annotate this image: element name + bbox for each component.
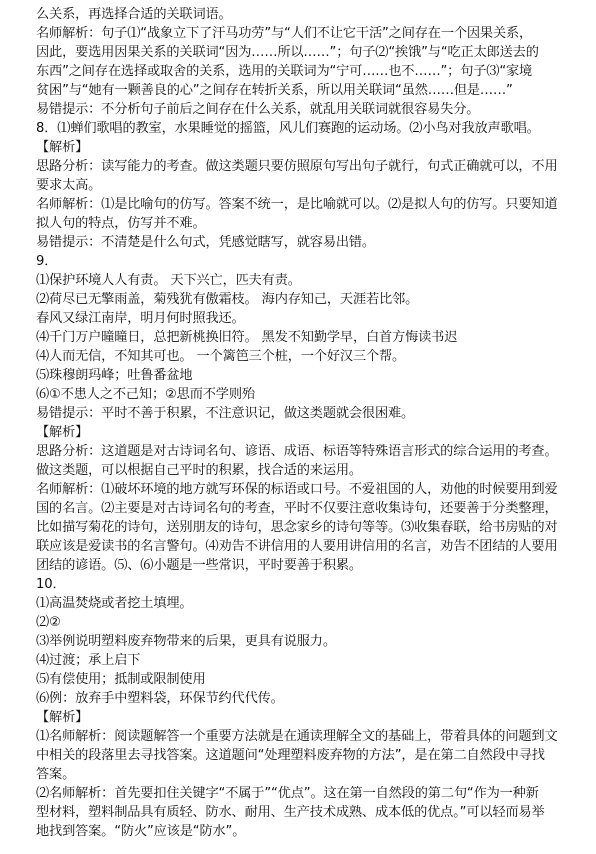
text-line: 拟人句的特点，仿写并不难。 [36, 216, 206, 231]
text-line: ⑴高温焚烧或者挖土填埋。 [36, 596, 193, 611]
text-line: ⑸有偿使用；抵制或限制使用 [36, 672, 206, 687]
text-line: 东西”之间存在选择或取舍的关系，选用的关联词为“宁可……也不……”；句子⑶“家境 [36, 64, 533, 79]
text-line: 春风又绿江南岸，明月何时照我还。 [36, 311, 245, 326]
text-line: 要求太高。 [36, 178, 102, 193]
section-heading-analysis: 【解析】 [36, 425, 89, 440]
text-line: 国的名言。⑵主要是对古诗词名句的考查，平时不仅要注意收集诗句，还要善于分类整理， [36, 501, 558, 516]
text-line: 思路分析：读写能力的考查。做这类题只要仿照原句写出句子就行，句式正确就可以，不用 [36, 159, 558, 174]
text-line: 比如描写菊花的诗句，送别朋友的诗句，思念家乡的诗句等等。⑶收集春联，给书房贴的对 [36, 520, 558, 535]
text-line: 易错提示：不分析句子前后之间存在什么关系，就乱用关联词就很容易失分。 [36, 102, 480, 117]
text-line: 联应该是爱读书的名言警句。⑷劝告不讲信用的人要用讲信用的名言，劝告不团结的人要用 [36, 539, 558, 554]
text-line: ⑷人而无信，不知其可也。 一个篱笆三个桩，一个好汉三个帮。 [36, 349, 406, 364]
text-line: 名师解析：⑴是比喻句的仿写。答案不统一，是比喻就可以。⑵是拟人句的仿写。只要知道 [36, 197, 558, 212]
text-line: 名师解析：句子⑴“战象立下了汗马功劳”与“人们不让它干活”之间存在一个因果关系， [36, 26, 533, 41]
section-heading-analysis: 【解析】 [36, 140, 89, 155]
text-line: ⑷过渡；承上启下 [36, 653, 141, 668]
text-line: 中相关的段落里去寻找答案。这道题问“处理塑料废弃物的方法”，是在第二自然段中寻找 [36, 748, 545, 763]
text-line: ⑹例：放弃手中塑料袋，环保节约代代传。 [36, 691, 284, 706]
text-line: ⑸珠穆朗玛峰；吐鲁番盆地 [36, 368, 193, 383]
text-line: 做这类题，可以根据自己平时的积累，找合适的来运用。 [36, 463, 362, 478]
text-line: 思路分析：这道题是对古诗词名句、谚语、成语、标语等特殊语言形式的综合运用的考查。 [36, 444, 558, 459]
text-line: ⑶举例说明塑料废弃物带来的后果，更具有说服力。 [36, 634, 336, 649]
text-line: 易错提示：不清楚是什么句式，凭感觉瞎写，就容易出错。 [36, 235, 375, 250]
section-heading-analysis: 【解析】 [36, 710, 89, 725]
text-line: 么关系，再选择合适的关联词语。 [36, 7, 232, 22]
text-line: 答案。 [36, 767, 76, 782]
question-number: 10． [36, 577, 66, 592]
text-line: 团结的谚语。⑸、⑹小题是一些常识，平时要善于积累。 [36, 558, 362, 573]
text-line: 地找到答案。“防火”应该是“防水”。 [36, 824, 246, 839]
question-number: 9． [36, 254, 58, 269]
text-line: 易错提示：平时不善于积累，不注意识记，做这类题就会很困难。 [36, 406, 415, 421]
text-line: ⑴保护环境人人有责。 天下兴亡，匹夫有责。 [36, 273, 301, 288]
text-line: ⑴名师解析：阅读题解答一个重要方法就是在通读理解全文的基础上，带着具体的问题到文 [36, 729, 558, 744]
text-line: ⑷千门万户曈曈日，总把新桃换旧符。 黑发不知勤学早，白首方悔读书迟 [36, 330, 458, 345]
text-line: 因此，要选用因果关系的关联词“因为……所以……”；句子⑵“挨饿”与“吃正太郎送去的 [36, 45, 539, 60]
text-line: 型材料，塑料制品具有质轻、防水、耐用、生产技术成熟、成本低的优点。”可以轻而易举 [36, 805, 545, 820]
text-line: ⑵② [36, 615, 61, 630]
text-line: ⑵名师解析：首先要扣住关键字“不属于”“优点”。这在第一自然段的第二句“作为一种新 [36, 786, 539, 801]
text-line: 贫困”与“她有一颗善良的心”之间存在转折关系，所以用关联词“虽然……但是……” [36, 83, 513, 98]
text-line: ⑹①不患人之不己知；②思而不学则殆 [36, 387, 255, 402]
text-line: ⑵荷尽已无擎雨盖，菊残犹有傲霜枝。 海内存知己，天涯若比邻。 [36, 292, 419, 307]
question-8-answer: 8．⑴蝉们歌唱的教室，水果睡觉的摇篮，风儿们赛跑的运动场。⑵小鸟对我放声歌唱。 [36, 121, 540, 136]
text-line: 名师解析：⑴破坏环境的地方就写环保的标语或口号。不爱祖国的人，劝他的时候要用到爱 [36, 482, 558, 497]
